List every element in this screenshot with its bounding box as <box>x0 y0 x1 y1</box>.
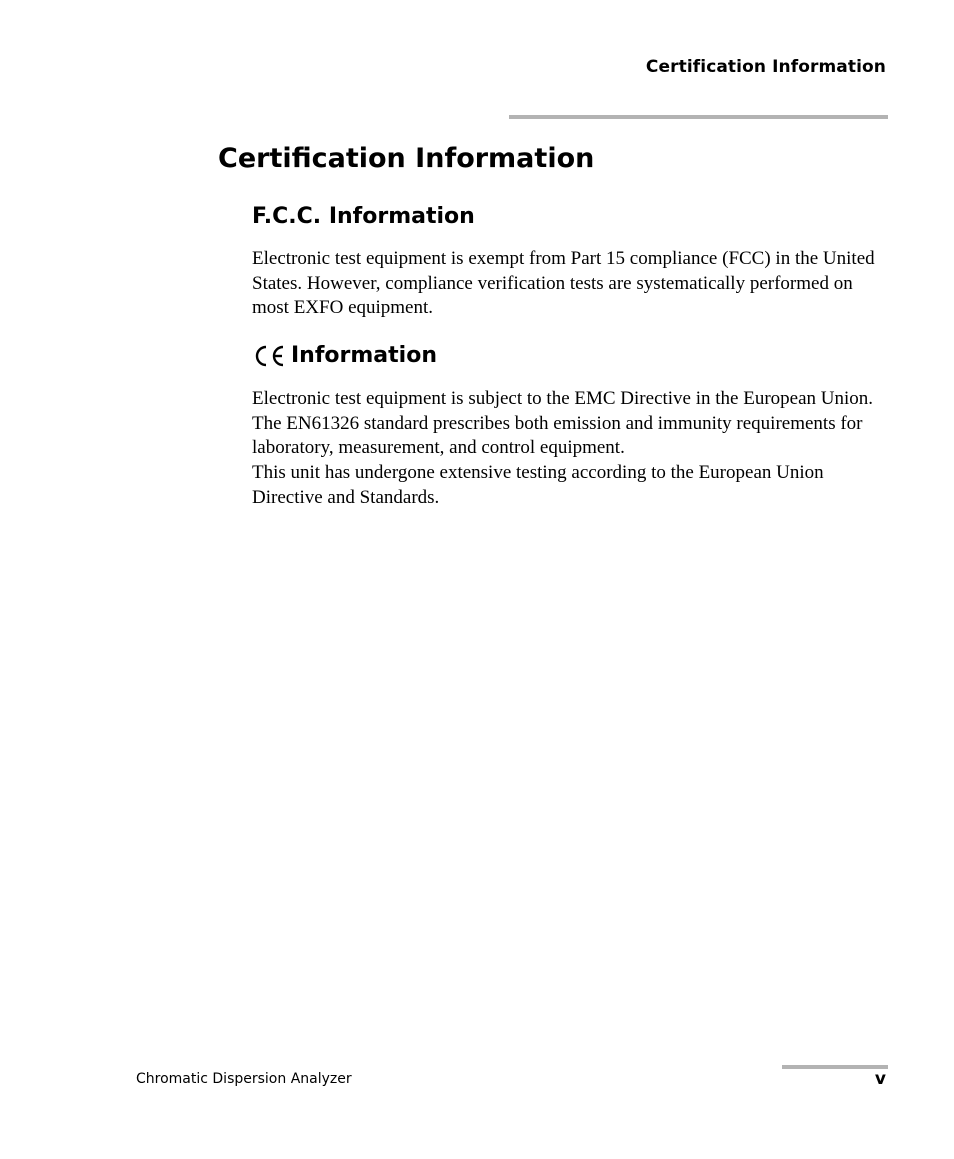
ce-paragraph-1: Electronic test equipment is subject to the EMC Directive in the European Union. The EN61326 standard prescribes both emission and immunity requirements for laboratory, measurement, and control equipment. <box>252 388 874 459</box>
footer-product-name: Chromatic Dispersion Analyzer <box>136 1071 352 1087</box>
fcc-section-heading: F.C.C. Information <box>252 204 475 229</box>
ce-mark-icon <box>252 344 286 368</box>
page-title: Certification Information <box>218 143 595 174</box>
footer-page-number: v <box>874 1069 886 1089</box>
ce-section-heading-label: Information <box>291 343 437 368</box>
ce-section-heading <box>252 343 437 368</box>
running-header-title: Certification Information <box>645 57 886 77</box>
fcc-paragraph: Electronic test equipment is exempt from Part 15 compliance (FCC) in the United States. However, compliance verification tests are systematically performed on most EXFO equipment. <box>252 248 875 319</box>
footer-rule <box>782 1065 888 1069</box>
ce-paragraph-2: This unit has undergone extensive testing according to the European Union Directive and Standards. <box>252 462 824 508</box>
header-rule <box>509 115 888 119</box>
